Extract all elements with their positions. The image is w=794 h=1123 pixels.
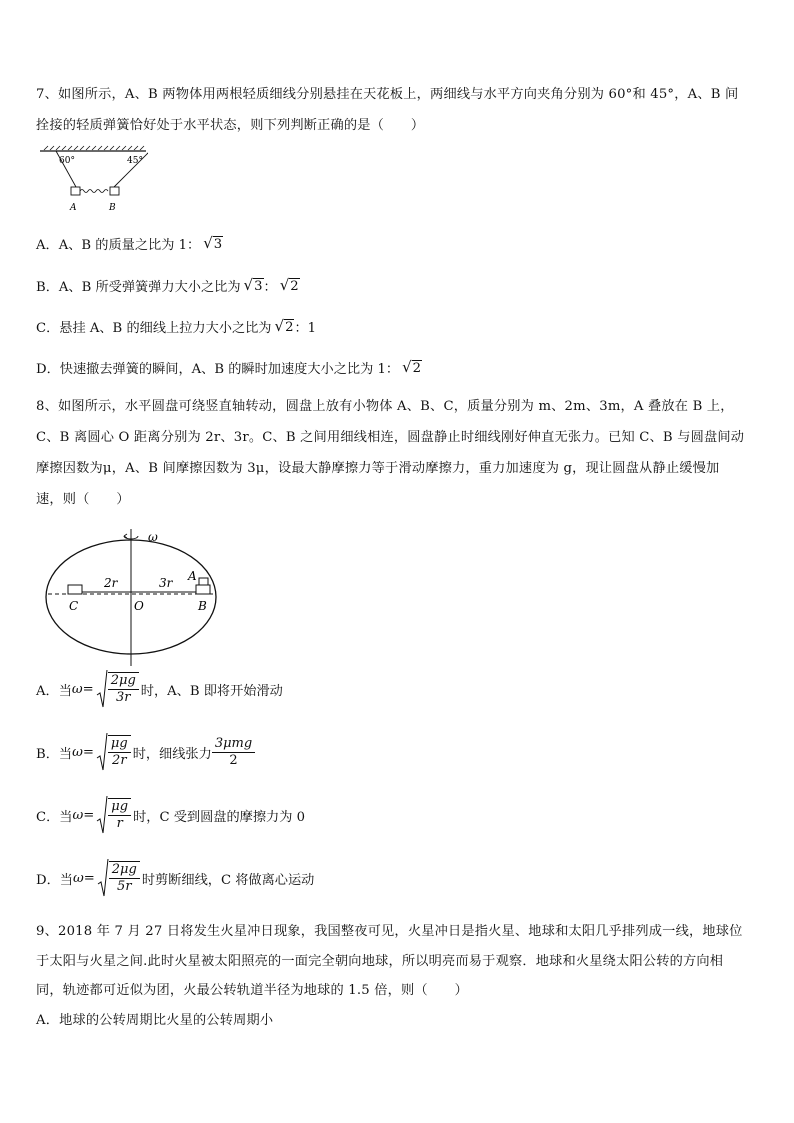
q8-stem-line1: 8、如图所示，水平圆盘可绕竖直轴转动，圆盘上放有小物体 A、B、C，质量分别为 m、2m、3m，A 叠放在 B 上， bbox=[36, 399, 734, 414]
q8-omega: ω bbox=[148, 530, 158, 544]
q7-option-d[interactable]: D．快速撤去弹簧的瞬间，A、B 的瞬时加速度大小之比为 1： √ 2 bbox=[36, 357, 422, 377]
q8-label-o: O bbox=[134, 599, 144, 613]
q9-stem-line1: 9、2018 年 7 月 27 日将发生火星冲日现象，我国整夜可见，火星冲日是指火星、地球和太阳几乎排列成一线，地球位 bbox=[36, 924, 743, 939]
sqrt-symbol: $\frac{\mu g}{r}$ bbox=[96, 795, 131, 835]
q8-stem-line4: 速，则（ ） bbox=[36, 492, 130, 507]
q7-angle-left: 60° bbox=[59, 156, 75, 166]
q7-angle-right: 45° bbox=[127, 156, 143, 166]
sqrt-symbol: $\frac{2\mu g}{5r}$ bbox=[97, 858, 140, 898]
q8-label-a: A bbox=[188, 569, 197, 583]
sqrt-symbol: √ 3 bbox=[203, 233, 223, 252]
sqrt-symbol: $\frac{2\mu g}{3r}$ bbox=[96, 669, 139, 709]
q8-label-b: B bbox=[198, 599, 207, 613]
q7-label-b: B bbox=[109, 203, 116, 213]
q8-label-3r: 3r bbox=[159, 576, 173, 590]
sqrt-symbol: $\frac{\mu g}{2r}$ bbox=[96, 732, 131, 772]
q7-option-a[interactable]: A．A、B 的质量之比为 1： √ 3 bbox=[36, 233, 223, 253]
q9-stem-line2: 于太阳与火星之间.此时火星被太阳照亮的一面完全朝向地球，所以明亮而易于观察．地球和火星绕太阳公转的方向相 bbox=[36, 954, 724, 969]
q7-option-b[interactable]: B．A、B 所受弹簧弹力大小之比为 √ 3 ： √ 2 bbox=[36, 275, 299, 295]
sqrt-symbol: √ 2 bbox=[402, 357, 422, 376]
q8-label-c: C bbox=[69, 599, 79, 613]
q8-option-d[interactable]: D．当 ω = $\frac{2\mu g}{5r}$ 时剪断细线，C 将做离心运动 bbox=[36, 857, 314, 899]
q8-label-2r: 2r bbox=[104, 576, 118, 590]
q7-label-a: A bbox=[70, 203, 77, 213]
q8-figure bbox=[44, 525, 224, 670]
q7-figure bbox=[38, 145, 148, 215]
sqrt-symbol: √ 2 bbox=[274, 316, 294, 335]
q8-stem-line3: 摩擦因数为μ，A、B 间摩擦因数为 3μ，设最大静摩擦力等于滑动摩擦力，重力加速度为 g，现让圆盘从静止缓慢加 bbox=[36, 461, 720, 476]
sqrt-symbol: √ 3 bbox=[243, 275, 263, 294]
q7-stem-line2: 拴接的轻质弹簧恰好处于水平状态，则下列判断正确的是（ ） bbox=[36, 118, 425, 133]
q7-stem-line1: 7、如图所示，A、B 两物体用两根轻质细线分别悬挂在天花板上，两细线与水平方向夹角分别为 60°和 45°，A、B 间 bbox=[36, 87, 739, 102]
sqrt-symbol: √ 2 bbox=[279, 275, 299, 294]
q7-option-c[interactable]: C．悬挂 A、B 的细线上拉力大小之比为 √ 2 ：1 bbox=[36, 316, 317, 336]
q9-stem-line3: 同，轨迹都可近似为团，火最公转轨道半径为地球的 1.5 倍，则（ ） bbox=[36, 983, 468, 998]
q8-option-c[interactable]: C．当 ω = $\frac{\mu g}{r}$ 时，C 受到圆盘的摩擦力为 0 bbox=[36, 794, 305, 836]
q8-stem-line2: C、B 离圆心 O 距离分别为 2r、3r。C、B 之间用细线相连，圆盘静止时细线刚好伸直无张力。已知 C、B 与圆盘间动 bbox=[36, 430, 745, 445]
q9-option-a[interactable]: A．地球的公转周期比火星的公转周期小 bbox=[36, 1013, 274, 1028]
q8-option-a[interactable]: A．当 ω = $\frac{2\mu g}{3r}$ 时，A、B 即将开始滑动 bbox=[36, 668, 283, 710]
q8-option-b[interactable]: B．当 ω = $\frac{\mu g}{2r}$ 时，细线张力 $\frac{\text{3μmg}}{2}$ bbox=[36, 731, 255, 773]
